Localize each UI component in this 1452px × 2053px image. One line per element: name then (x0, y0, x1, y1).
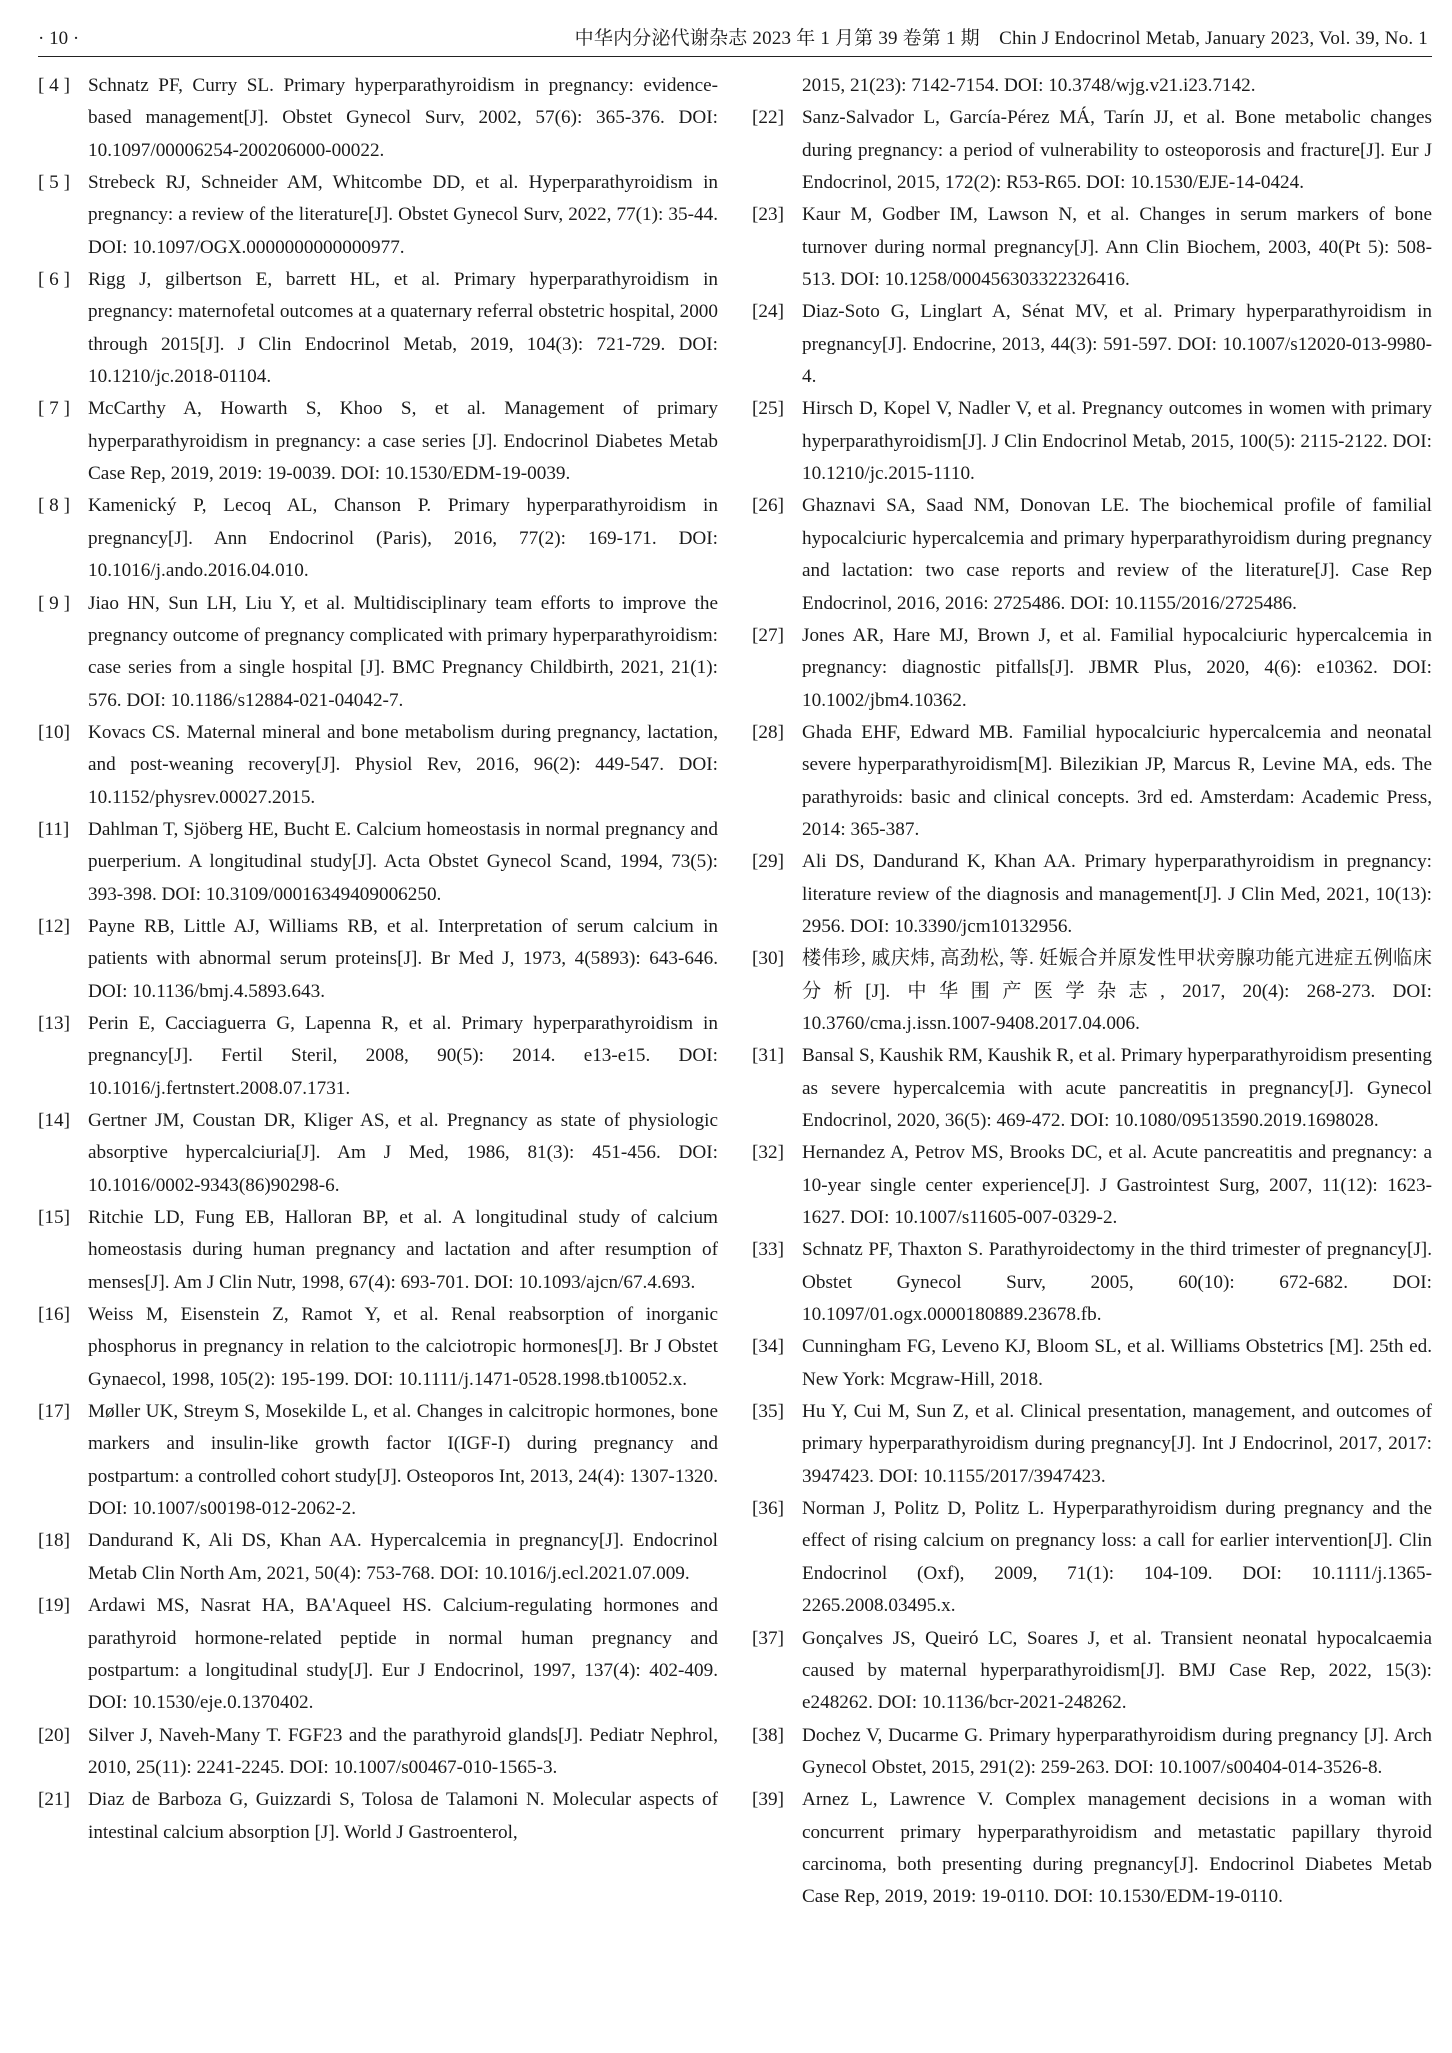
reference-text: Hernandez A, Petrov MS, Brooks DC, et al. Acute pancreatitis and pregnancy: a 10-year single center experience[J]. J Gastrointest Surg, 2007, 11(12): 1623-1627. DOI: 10.1007/s11605-007-0329-2. (802, 1142, 1432, 1229)
reference-text: Jiao HN, Sun LH, Liu Y, et al. Multidisciplinary team efforts to improve the pregnancy outcome of pregnancy complicated with primary hyperparathyroidism: case series from a single hospital [J]. BMC Pregnancy Childbirth, 2021, 21(1): 576. DOI: 10.1186/s12884-021-04042-7. (88, 592, 718, 711)
reference-item (38, 1202, 718, 1299)
reference-number: [22] (752, 107, 784, 129)
reference-text: Møller UK, Streym S, Mosekilde L, et al. Changes in calcitropic hormones, bone markers and insulin-like growth factor I(IGF-I) during pregnancy and postpartum: a controlled cohort study[J]. Osteoporos Int, 2013, 24(4): 1307-1320. DOI: 10.1007/s00198-012-2062-2. (88, 1401, 718, 1520)
reference-number: [35] (752, 1401, 784, 1423)
reference-item (38, 167, 718, 264)
reference-number: [17] (38, 1401, 70, 1423)
reference-text: Diaz-Soto G, Linglart A, Sénat MV, et al. Primary hyperparathyroidism in pregnancy[J]. Endocrine, 2013, 44(3): 591-597. DOI: 10.1007/s12020-013-9980-4. (802, 301, 1432, 388)
reference-number: [ 4 ] (38, 75, 70, 96)
reference-text: Ardawi MS, Nasrat HA, BA'Aqueel HS. Calcium-regulating hormones and parathyroid hormone-related peptide in normal human pregnancy and postpartum: a longitudinal study[J]. Eur J Endocrinol, 1997, 137(4): 402-409. DOI: 10.1530/eje.0.1370402. (88, 1595, 718, 1714)
reference-item (752, 1234, 1432, 1331)
reference-item (752, 1137, 1432, 1234)
reference-item (752, 393, 1432, 490)
reference-text: Dahlman T, Sjöberg HE, Bucht E. Calcium homeostasis in normal pregnancy and puerperium. A longitudinal study[J]. Acta Obstet Gynecol Scand, 1994, 73(5): 393-398. DOI: 10.3109/00016349409006250. (88, 818, 718, 905)
reference-number: [16] (38, 1304, 70, 1326)
reference-item (38, 588, 718, 717)
reference-item (752, 1784, 1432, 1913)
reference-text: Dochez V, Ducarme G. Primary hyperparathyroidism during pregnancy [J]. Arch Gynecol Obstet, 2015, 291(2): 259-263. DOI: 10.1007/s00404-014-3526-8. (802, 1724, 1432, 1778)
reference-item (38, 490, 718, 587)
reference-number: [14] (38, 1110, 70, 1131)
reference-number: [ 6 ] (38, 269, 70, 291)
reference-item (752, 1396, 1432, 1493)
reference-number: [ 9 ] (38, 592, 70, 614)
reference-text: Ali DS, Dandurand K, Khan AA. Primary hyperparathyroidism in pregnancy: literature review of the diagnosis and management[J]. J Clin Med, 2021, 10(13): 2956. DOI: 10.3390/jcm10132956. (802, 851, 1432, 937)
reference-text: Norman J, Politz D, Politz L. Hyperparathyroidism during pregnancy and the effect of rising calcium on pregnancy loss: a call for earlier intervention[J]. Clin Endocrinol (Oxf), 2009, 71(1): 104-109. DOI: 10.1111/j.1365-2265.2008.03495.x. (802, 1498, 1432, 1617)
reference-text: Bansal S, Kaushik RM, Kaushik R, et al. Primary hyperparathyroidism presenting as severe hypercalcemia with acute pancreatitis in pregnancy[J]. Gynecol Endocrinol, 2020, 36(5): 469-472. DOI: 10.1080/09513590.2019.1698028. (802, 1045, 1432, 1131)
reference-number: [19] (38, 1595, 70, 1617)
reference-text: Gertner JM, Coustan DR, Kliger AS, et al. Pregnancy as state of physiologic absorptive hypercalciuria[J]. Am J Med, 1986, 81(3): 451-456. DOI: 10.1016/0002-9343(86)90298-6. (88, 1110, 718, 1196)
reference-text: Payne RB, Little AJ, Williams RB, et al. Interpretation of serum calcium in patients with abnormal serum proteins[J]. Br Med J, 1973, 4(5893): 643-646. DOI: 10.1136/bmj.4.5893.643. (88, 915, 718, 1002)
reference-text: 楼伟珍, 戚庆炜, 高劲松, 等. 妊娠合并原发性甲状旁腺功能亢进症五例临床分析[J]. 中华围产医学杂志, 2017, 20(4): 268-273. DOI: 10.3760/cma.j.issn.1007-9408.2017.04.006. (802, 948, 1432, 1034)
reference-text: Ghada EHF, Edward MB. Familial hypocalciuric hypercalcemia and neonatal severe hyperparathyroidism[M]. Bilezikian JP, Marcus R, Levine MA, eds. The parathyroids: basic and clinical concepts. 3rd ed. Amsterdam: Academic Press, 2014: 365-387. (802, 721, 1432, 840)
reference-item (752, 1720, 1432, 1785)
reference-item (752, 490, 1432, 619)
reference-text: Gonçalves JS, Queiró LC, Soares J, et al. Transient neonatal hypocalcaemia caused by maternal hyperparathyroidism[J]. BMJ Case Rep, 2022, 15(3): e248262. DOI: 10.1136/bcr-2021-248262. (802, 1627, 1432, 1714)
reference-text: Rigg J, gilbertson E, barrett HL, et al. Primary hyperparathyroidism in pregnancy: maternofetal outcomes at a quaternary referral obstetric hospital, 2000 through 2015[J]. J Clin Endocrinol Metab, 2019, 104(3): 721-729. DOI: 10.1210/jc.2018-01104. (88, 269, 718, 388)
reference-item (752, 943, 1432, 1040)
reference-text: Kovacs CS. Maternal mineral and bone metabolism during pregnancy, lactation, and post-weaning recovery[J]. Physiol Rev, 2016, 96(2): 449-547. DOI: 10.1152/physrev.00027.2015. (88, 721, 718, 808)
reference-number: [36] (752, 1498, 784, 1520)
reference-text: Hu Y, Cui M, Sun Z, et al. Clinical presentation, management, and outcomes of primary hyperparathyroidism during pregnancy[J]. Int J Endocrinol, 2017, 2017: 3947423. DOI: 10.1155/2017/3947423. (802, 1401, 1432, 1487)
reference-number: [ 5 ] (38, 172, 70, 194)
reference-text: Diaz de Barboza G, Guizzardi S, Tolosa de Talamoni N. Molecular aspects of intestinal calcium absorption [J]. World J Gastroenterol, (88, 1789, 718, 1843)
references-right-column (752, 70, 1432, 1914)
reference-item (752, 1040, 1432, 1137)
page-number: · 10 · (38, 28, 80, 49)
reference-text: Dandurand K, Ali DS, Khan AA. Hypercalcemia in pregnancy[J]. Endocrinol Metab Clin North Am, 2021, 50(4): 753-768. DOI: 10.1016/j.ecl.2021.07.009. (88, 1530, 718, 1584)
reference-text: Silver J, Naveh-Many T. FGF23 and the parathyroid glands[J]. Pediatr Nephrol, 2010, 25(11): 2241-2245. DOI: 10.1007/s00467-010-1565-3. (88, 1724, 718, 1778)
reference-text: Hirsch D, Kopel V, Nadler V, et al. Pregnancy outcomes in women with primary hyperparathyroidism[J]. J Clin Endocrinol Metab, 2015, 100(5): 2115-2122. DOI: 10.1210/jc.2015-1110. (802, 398, 1432, 485)
reference-text: Schnatz PF, Curry SL. Primary hyperparathyroidism in pregnancy: evidence-based management[J]. Obstet Gynecol Surv, 2002, 57(6): 365-376. DOI: 10.1097/00006254-200206000-00022. (88, 75, 718, 161)
reference-item (38, 1720, 718, 1785)
reference-item (38, 1396, 718, 1525)
reference-number: [ 7 ] (38, 398, 70, 420)
reference-text: Kamenický P, Lecoq AL, Chanson P. Primary hyperparathyroidism in pregnancy[J]. Ann Endocrinol (Paris), 2016, 77(2): 169-171. DOI: 10.1016/j.ando.2016.04.010. (88, 495, 718, 582)
reference-number: [31] (752, 1045, 784, 1067)
reference-number: [27] (752, 624, 784, 646)
reference-number: [39] (752, 1789, 784, 1811)
reference-number: [34] (752, 1336, 784, 1358)
reference-item (38, 264, 718, 393)
reference-text: Ghaznavi SA, Saad NM, Donovan LE. The biochemical profile of familial hypocalciuric hypercalcemia and primary hyperparathyroidism during pregnancy and lactation: two case reports and review of the literature[J]. Case Rep Endocrinol, 2016, 2016: 2725486. DOI: 10.1155/2016/2725486. (802, 495, 1432, 614)
reference-item (38, 1525, 718, 1590)
reference-text: Arnez L, Lawrence V. Complex management decisions in a woman with concurrent primary hyperparathyroidism and metastatic papillary thyroid carcinoma, both presenting during pregnancy[J]. Endocrinol Diabetes Metab Case Rep, 2019, 2019: 19-0110. DOI: 10.1530/EDM-19-0110. (802, 1789, 1432, 1908)
reference-number: [10] (38, 721, 70, 743)
reference-number: [15] (38, 1207, 70, 1229)
reference-item (752, 717, 1432, 846)
reference-text: Jones AR, Hare MJ, Brown J, et al. Familial hypocalciuric hypercalcemia in pregnancy: diagnostic pitfalls[J]. JBMR Plus, 2020, 4(6): e10362. DOI: 10.1002/jbm4.10362. (802, 624, 1432, 711)
reference-item (38, 1105, 718, 1202)
reference-number: [20] (38, 1724, 70, 1746)
reference-continuation (752, 70, 1432, 102)
reference-number: [24] (752, 301, 784, 323)
reference-number: [11] (38, 818, 70, 840)
reference-item (38, 717, 718, 814)
reference-text: Weiss M, Eisenstein Z, Ramot Y, et al. Renal reabsorption of inorganic phosphorus in pregnancy in relation to the calciotropic hormones[J]. Br J Obstet Gynaecol, 1998, 105(2): 195-199. DOI: 10.1111/j.1471-0528.1998.tb10052.x. (88, 1304, 718, 1390)
reference-item (752, 1623, 1432, 1720)
reference-item (38, 393, 718, 490)
reference-item (38, 70, 718, 167)
reference-text: Sanz-Salvador L, García-Pérez MÁ, Tarín JJ, et al. Bone metabolic changes during pregnancy: a period of vulnerability to osteoporosis and fracture[J]. Eur J Endocrinol, 2015, 172(2): R53-R65. DOI: 10.1530/EJE-14-0424. (802, 107, 1432, 194)
reference-number: [33] (752, 1239, 784, 1261)
reference-number: [25] (752, 398, 784, 420)
reference-item (752, 620, 1432, 717)
reference-number: [ 8 ] (38, 495, 70, 517)
reference-text: Schnatz PF, Thaxton S. Parathyroidectomy in the third trimester of pregnancy[J]. Obstet Gynecol Surv, 2005, 60(10): 672-682. DOI: 10.1097/01.ogx.0000180889.23678.fb. (802, 1239, 1432, 1326)
reference-number: [30] (752, 948, 784, 970)
reference-item (752, 1331, 1432, 1396)
reference-text: 2015, 21(23): 7142-7154. DOI: 10.3748/wjg.v21.i23.7142. (802, 75, 1256, 96)
reference-text: Perin E, Cacciaguerra G, Lapenna R, et al. Primary hyperparathyroidism in pregnancy[J]. Fertil Steril, 2008, 90(5): 2014. e13-e15. DOI: 10.1016/j.fertnstert.2008.07.1731. (88, 1012, 718, 1099)
reference-number: [12] (38, 915, 70, 937)
reference-number: [38] (752, 1724, 784, 1746)
journal-citation-line: 中华内分泌代谢杂志 2023 年 1 月第 39 卷第 1 期 Chin J Endocrinol Metab, January 2023, Vol. 39, No. 1 (574, 28, 1428, 49)
reference-text: Strebeck RJ, Schneider AM, Whitcombe DD, et al. Hyperparathyroidism in pregnancy: a review of the literature[J]. Obstet Gynecol Surv, 2022, 77(1): 35-44. DOI: 10.1097/OGX.0000000000000977. (88, 172, 718, 258)
reference-item (752, 846, 1432, 943)
reference-item (38, 1590, 718, 1719)
reference-text: Ritchie LD, Fung EB, Halloran BP, et al. A longitudinal study of calcium homeostasis during human pregnancy and lactation and after resumption of menses[J]. Am J Clin Nutr, 1998, 67(4): 693-701. DOI: 10.1093/ajcn/67.4.693. (88, 1207, 718, 1293)
reference-item (38, 911, 718, 1008)
running-header (38, 22, 1432, 57)
reference-item (38, 1008, 718, 1105)
reference-item (752, 199, 1432, 296)
reference-number: [21] (38, 1789, 70, 1811)
reference-text: McCarthy A, Howarth S, Khoo S, et al. Management of primary hyperparathyroidism in pregnancy: a case series [J]. Endocrinol Diabetes Metab Case Rep, 2019, 2019: 19-0039. DOI: 10.1530/EDM-19-0039. (88, 398, 718, 485)
reference-number: [13] (38, 1012, 70, 1034)
reference-number: [18] (38, 1530, 70, 1552)
reference-text: Kaur M, Godber IM, Lawson N, et al. Changes in serum markers of bone turnover during normal pregnancy[J]. Ann Clin Biochem, 2003, 40(Pt 5): 508-513. DOI: 10.1258/000456303322326416. (802, 204, 1432, 291)
reference-number: [29] (752, 851, 784, 873)
reference-text: Cunningham FG, Leveno KJ, Bloom SL, et al. Williams Obstetrics [M]. 25th ed. New York: Mcgraw-Hill, 2018. (802, 1336, 1432, 1390)
reference-number: [37] (752, 1627, 784, 1649)
reference-item (38, 1299, 718, 1396)
reference-number: [32] (752, 1142, 784, 1164)
reference-item (752, 296, 1432, 393)
reference-item (38, 814, 718, 911)
reference-item (38, 1784, 718, 1849)
reference-number: [26] (752, 495, 784, 517)
reference-item (752, 1493, 1432, 1622)
reference-item (752, 102, 1432, 199)
reference-number: [28] (752, 721, 784, 743)
reference-number: [23] (752, 204, 784, 226)
references-left-column (38, 70, 718, 1849)
